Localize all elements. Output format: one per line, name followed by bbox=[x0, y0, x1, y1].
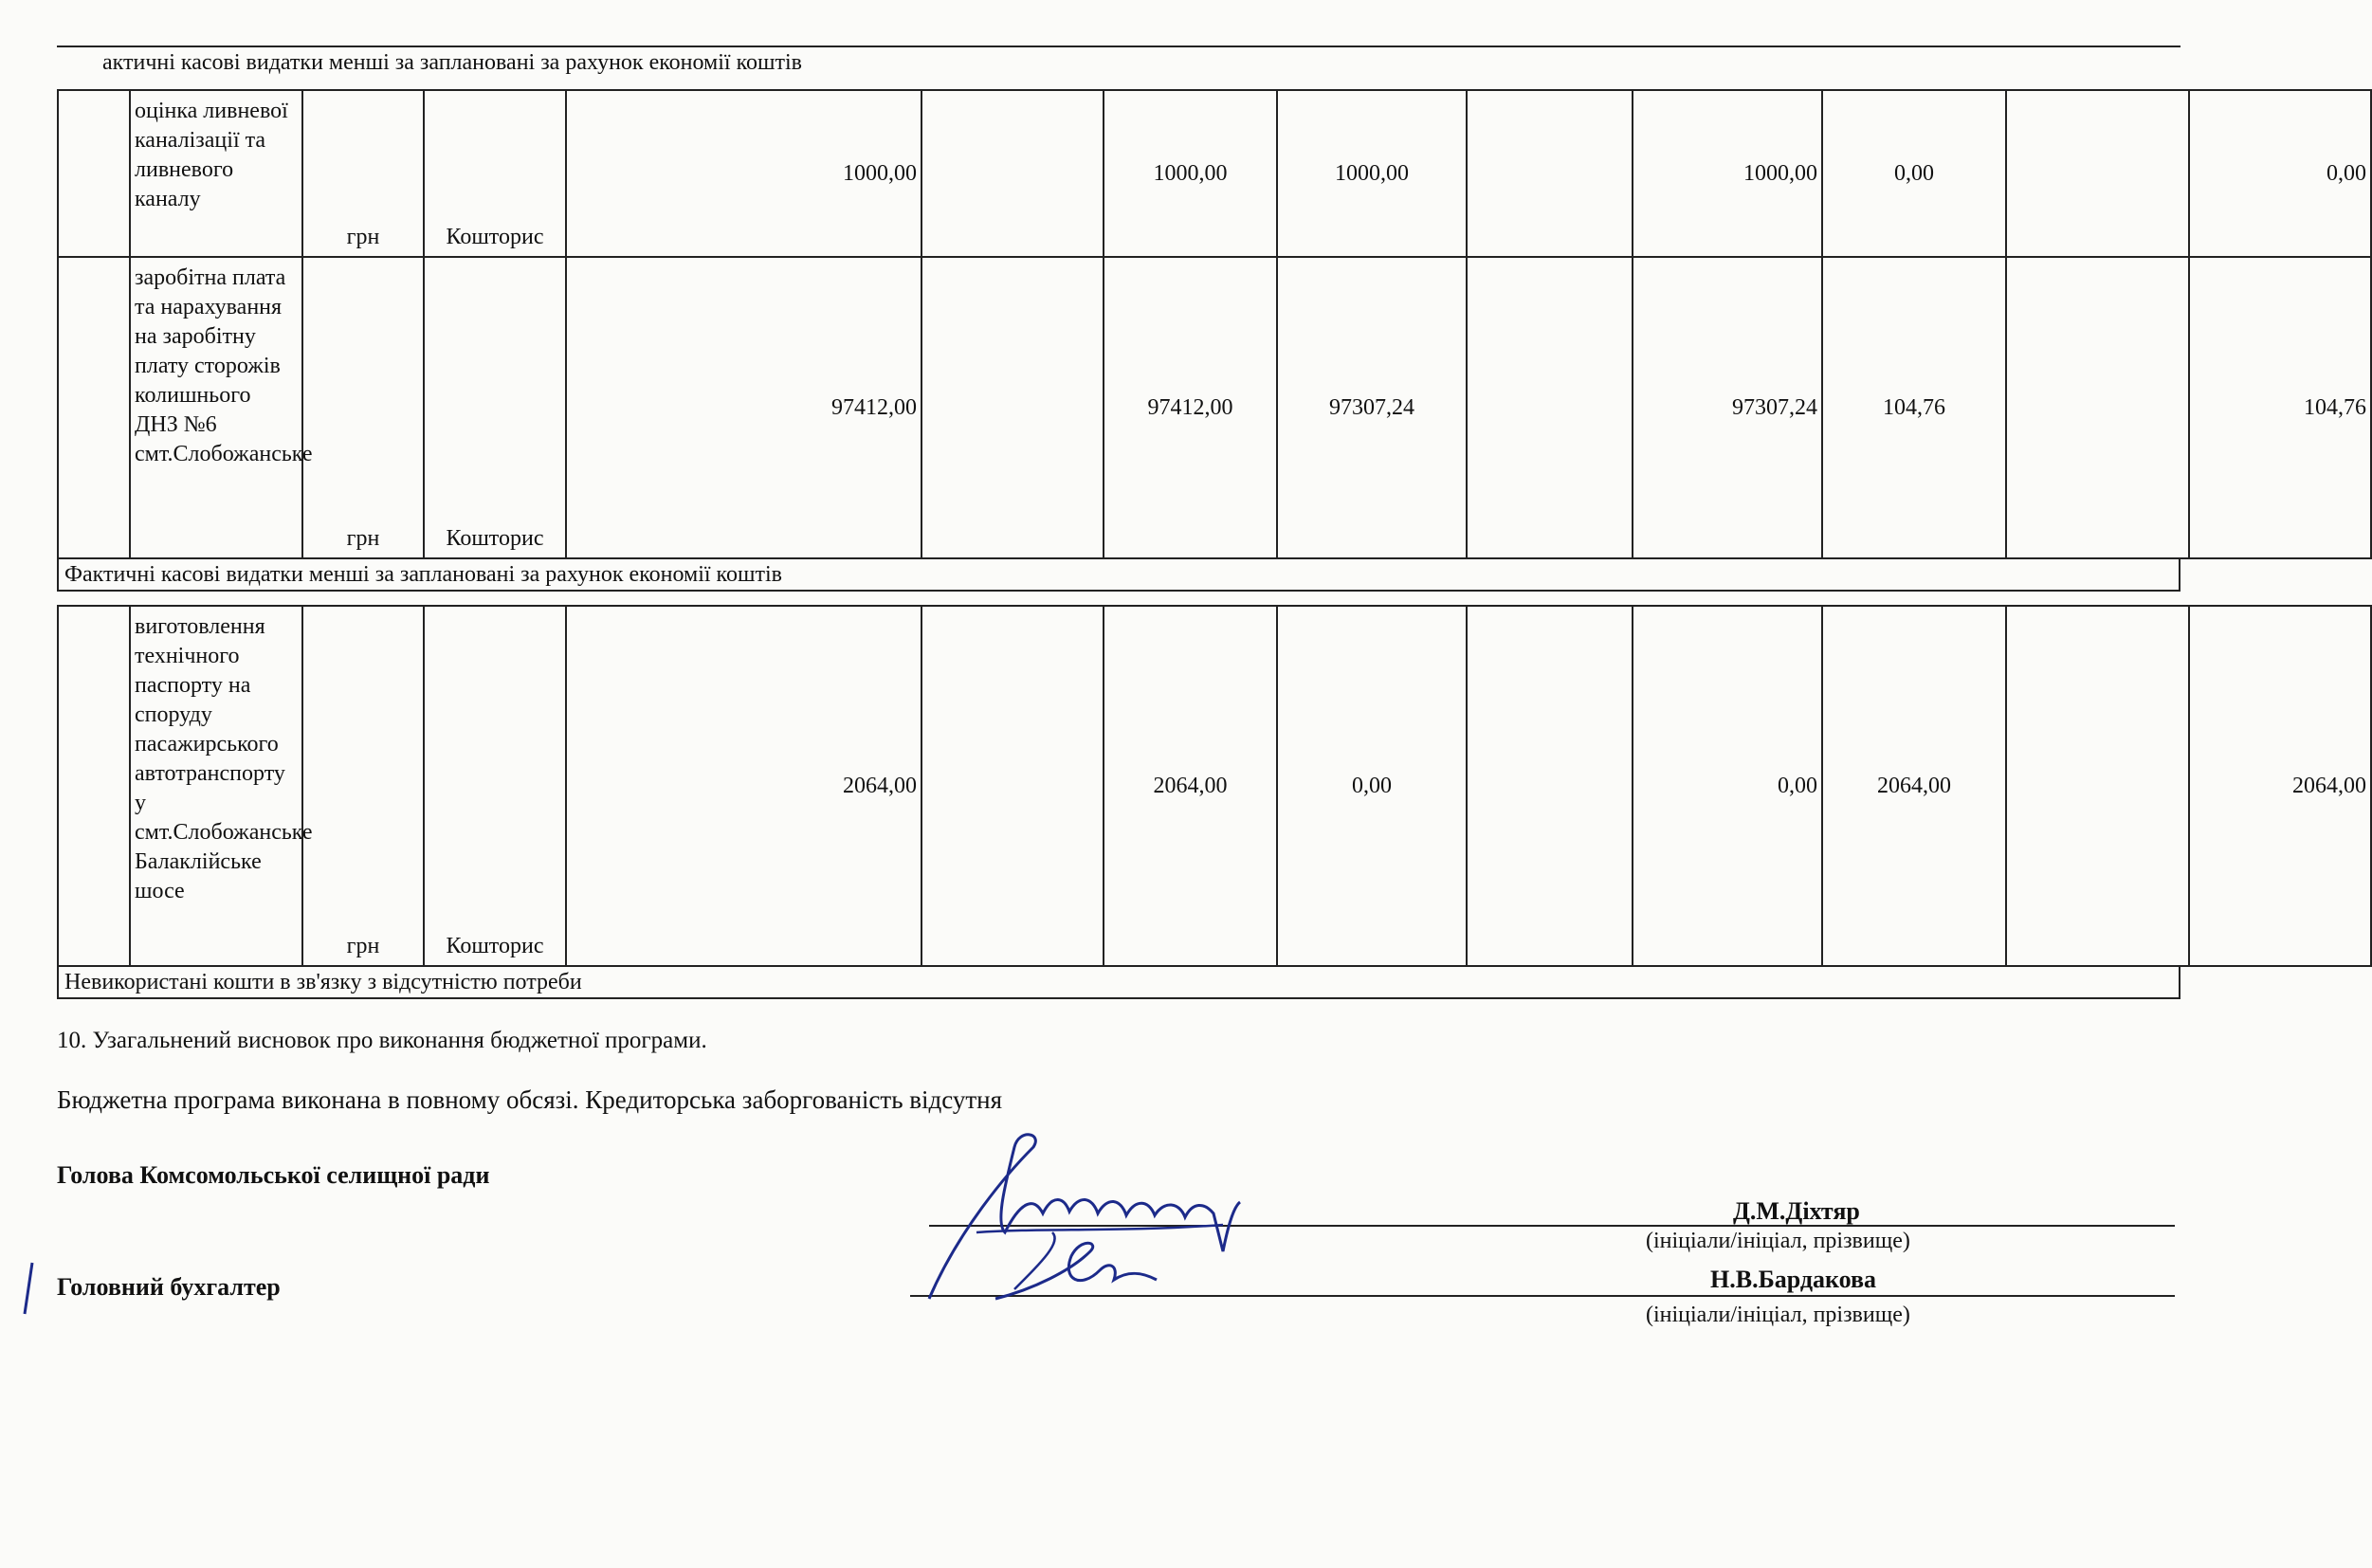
program-conclusion: Бюджетна програма виконана в повному обсязі. Кредиторська заборгованість відсутня bbox=[57, 1085, 1003, 1114]
explanation-note-a: Фактичні касові видатки менші за заплановані за рахунок економії коштів bbox=[57, 557, 2180, 592]
deviation-total: 0,00 bbox=[2189, 90, 2371, 257]
indicators-table-b bbox=[57, 605, 2372, 967]
actual-total: 1000,00 bbox=[1633, 90, 1822, 257]
deviation-total: 2064,00 bbox=[2189, 606, 2371, 966]
indicator-unit: грн bbox=[302, 606, 424, 966]
indicator-name: виготовлення технічного паспорту на споруду пасажирського автотранспорту у смт.Слобожанське Балаклійське шосе bbox=[130, 606, 302, 966]
top-note: актичні касові видатки менші за заплановані за рахунок економії коштів bbox=[102, 50, 802, 75]
plan-special bbox=[921, 606, 1104, 966]
deviation-general: 104,76 bbox=[1822, 257, 2006, 558]
deviation-special bbox=[2006, 90, 2189, 257]
explanation-note-b: Невикористані кошти в зв'язку з відсутністю потреби bbox=[57, 965, 2180, 999]
deviation-special bbox=[2006, 606, 2189, 966]
deviation-general: 2064,00 bbox=[1822, 606, 2006, 966]
accountant-title: Головний бухгалтер bbox=[57, 1273, 281, 1301]
deviation-special bbox=[2006, 257, 2189, 558]
accountant-name-caption: (ініціали/ініціал, прізвище) bbox=[1646, 1303, 1910, 1327]
plan-special bbox=[921, 90, 1104, 257]
actual-special bbox=[1467, 257, 1633, 558]
indicator-name: оцінка ливневої каналізації та ливневого каналу bbox=[130, 90, 302, 257]
deviation-general: 0,00 bbox=[1822, 90, 2006, 257]
actual-total: 0,00 bbox=[1633, 606, 1822, 966]
head-name-caption: (ініціали/ініціал, прізвище) bbox=[1646, 1229, 1910, 1253]
indicator-name: заробітна плата та нарахування на заробітну плату сторожів колишнього ДНЗ №6 смт.Слобожанське bbox=[130, 257, 302, 558]
row-index-cell bbox=[58, 90, 130, 257]
section-10-heading: 10. Узагальнений висновок про виконання бюджетної програми. bbox=[57, 1028, 707, 1053]
row-index-cell bbox=[58, 257, 130, 558]
row-index-cell bbox=[58, 606, 130, 966]
deviation-total: 104,76 bbox=[2189, 257, 2371, 558]
actual-general: 1000,00 bbox=[1277, 90, 1467, 257]
margin-pen-mark bbox=[21, 1261, 40, 1318]
plan-special bbox=[921, 257, 1104, 558]
plan-total: 2064,00 bbox=[1104, 606, 1277, 966]
table-row bbox=[58, 90, 2371, 257]
indicator-unit: грн bbox=[302, 90, 424, 257]
actual-general: 97307,24 bbox=[1277, 257, 1467, 558]
actual-general: 0,00 bbox=[1277, 606, 1467, 966]
top-rule bbox=[57, 46, 2180, 47]
accountant-signature-image bbox=[976, 1223, 1166, 1327]
table-row bbox=[58, 606, 2371, 966]
table-row bbox=[58, 257, 2371, 558]
plan-total: 97412,00 bbox=[1104, 257, 1277, 558]
indicator-source: Кошторис bbox=[424, 257, 566, 558]
head-name: Д.М.Діхтяр bbox=[1733, 1197, 1860, 1225]
actual-special bbox=[1467, 90, 1633, 257]
head-title: Голова Комсомольської селищної ради bbox=[57, 1161, 490, 1189]
plan-general: 1000,00 bbox=[566, 90, 921, 257]
actual-special bbox=[1467, 606, 1633, 966]
indicators-table-a bbox=[57, 89, 2372, 559]
plan-general: 97412,00 bbox=[566, 257, 921, 558]
plan-general: 2064,00 bbox=[566, 606, 921, 966]
indicator-source: Кошторис bbox=[424, 90, 566, 257]
indicator-unit: грн bbox=[302, 257, 424, 558]
indicator-source: Кошторис bbox=[424, 606, 566, 966]
accountant-name: Н.В.Бардакова bbox=[1710, 1266, 1877, 1293]
plan-total: 1000,00 bbox=[1104, 90, 1277, 257]
actual-total: 97307,24 bbox=[1633, 257, 1822, 558]
